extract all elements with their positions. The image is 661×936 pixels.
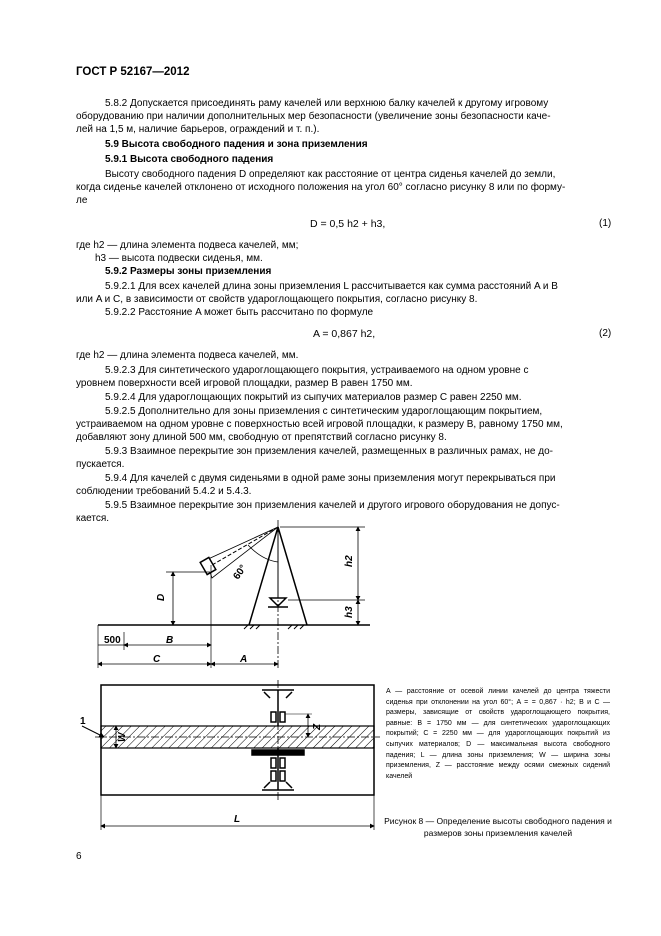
text-line: 5.8.2 Допускается присоединять раму качелей или верхнюю балку качелей к другому игровому <box>105 98 549 109</box>
text-line: устраиваемом на одном уровне с поверхностью всей игровой площадки, к размеру B, равному 1750 мм, <box>76 419 563 430</box>
text-line: 5.9.2.4 Для удароглощающих покрытий из сыпучих материалов размер C равен 2250 мм. <box>105 392 522 403</box>
seat-lower <box>252 748 304 790</box>
text-line: 5.9.2.1 Для всех качелей длина зоны приземления L рассчитывается как сумма расстояний A и B <box>105 281 558 292</box>
text-line: когда сиденье качелей отклонено от исходного положения на угол 60° согласно рисунку 8 или по форму- <box>76 182 566 193</box>
equation-number-2: (2) <box>599 328 612 339</box>
formula-2: A = 0,867 h2, <box>313 328 376 340</box>
text-line: пускается. <box>76 459 125 470</box>
label-h3: h3 <box>344 606 355 618</box>
label-b: B <box>166 635 174 646</box>
text-line: 5.9.2.3 Для синтетического удароглощающего покрытия, устраиваемого на одном уровне с <box>105 365 529 376</box>
text-line: оборудованию при наличии дополнительных мер безопасности (увеличение зоны безопасности каче- <box>76 111 551 122</box>
equation-number-1: (1) <box>599 218 612 229</box>
subsection-heading: 5.9.2 Размеры зоны приземления <box>105 266 272 277</box>
text-line: лей на 1,5 м, наличие барьеров, ограждений и т. п.). <box>76 124 320 135</box>
plan-view <box>82 680 380 830</box>
text-line: ле <box>76 195 88 206</box>
text-line: или A и C, в зависимости от свойств удароглощающего покрытия, согласно рисунку 8. <box>76 294 478 305</box>
label-500: 500 <box>104 635 121 646</box>
text-line: 5.9.2.2 Расстояние A может быть рассчитано по формуле <box>105 307 374 318</box>
text-line: где h2 — длина элемента подвеса качелей, мм; <box>76 240 299 251</box>
side-view <box>98 520 370 668</box>
text-line: уровнем поверхности всей игровой площадки, размер B равен 1750 мм. <box>76 378 413 389</box>
formula-1: D = 0,5 h2 + h3, <box>310 218 386 230</box>
page-header: ГОСТ Р 52167—2012 <box>76 66 190 78</box>
text-line: Высоту свободного падения D определяют как расстояние от центра сиденья качелей до земли, <box>105 169 556 180</box>
text-line: 5.9.4 Для качелей с двумя сиденьями в одной раме зоны приземления могут перекрываться при <box>105 473 556 484</box>
frame-leg <box>249 527 278 625</box>
page-number: 6 <box>76 851 82 862</box>
text-line: соблюдении требований 5.4.2 и 5.4.3. <box>76 486 252 497</box>
text-line: 5.9.3 Взаимное перекрытие зон приземления качелей, размещенных в различных рамах, не до- <box>105 446 553 457</box>
label-h2: h2 <box>344 555 355 567</box>
label-a: A <box>240 654 248 665</box>
section-heading: 5.9 Высота свободного падения и зона приземления <box>105 139 368 150</box>
label-l: L <box>234 814 241 825</box>
label-z: Z <box>312 723 323 730</box>
subsection-heading: 5.9.1 Высота свободного падения <box>105 154 274 165</box>
text-line: кается. <box>76 513 110 524</box>
text-line: h3 — высота подвески сиденья, мм. <box>95 253 263 264</box>
figure-legend <box>386 687 610 782</box>
label-w: W <box>117 732 128 742</box>
legend-text: A — расстояние от осевой линии качелей до центра тяжести сиденья при отклонении на угол 60°; A = = 0,867 · h2; B и C — размеры, зависящие от свойств удароглощающего покрытия, равные: B = 1750 мм — для синтетических удароглощающих покрытий; C = 2250 мм — для удароглощающих покрытий из сыпучих материалов; D — максимальная высота свободного падения; L — длина зоны приземления; W — ширина зоны приземления, Z — расстояние между осями смежных сидений качелей <box>386 688 610 780</box>
label-d: D <box>156 593 167 601</box>
frame-leg <box>278 527 307 625</box>
seat-upper <box>262 690 294 726</box>
label-1: 1 <box>80 716 86 727</box>
text-line: добавляют зону длиной 500 мм, свободную от препятствий согласно рисунку 8. <box>76 432 447 443</box>
text-line: 5.9.5 Взаимное перекрытие зон приземления качелей и другого игрового оборудования не допус- <box>105 500 560 511</box>
text-line: 5.9.2.5 Дополнительно для зоны приземления с синтетическим удароглощающим покрытием, <box>105 406 543 417</box>
label-angle: 60° <box>231 563 250 582</box>
label-c: C <box>153 654 161 665</box>
figure-caption: Рисунок 8 — Определение высоты свободного падения и размеров зоны приземления качелей <box>384 816 612 838</box>
text-line: где h2 — длина элемента подвеса качелей, мм. <box>76 350 299 361</box>
